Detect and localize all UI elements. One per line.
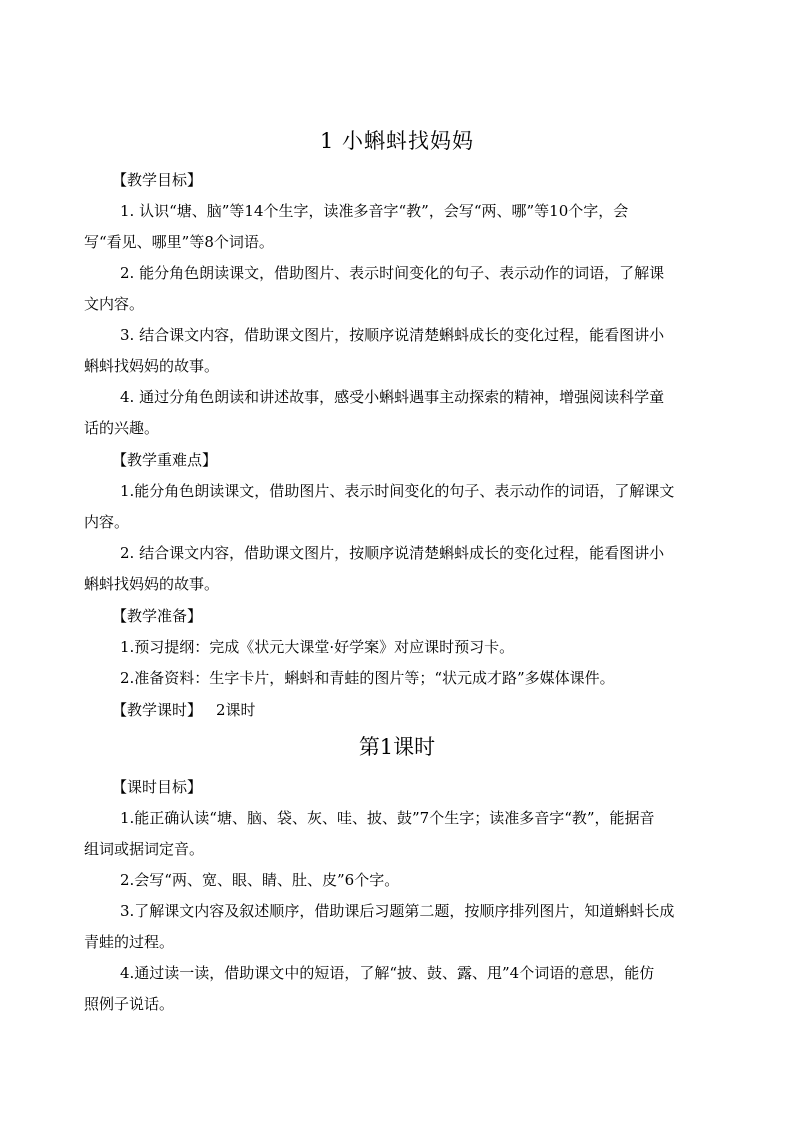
key-point-item-cont — [84, 507, 718, 538]
text-line: 3.了解课文内容及叙述顺序，借助课后习题第二题，按顺序排列图片，知道蝌蚪长成 — [120, 902, 675, 920]
text-line: 蝌蚪找妈妈的故事。 — [84, 357, 220, 375]
lesson-objective-item — [84, 896, 718, 927]
text-line: 蝌蚪找妈妈的故事。 — [84, 575, 220, 593]
text-line: 4.通过读一读，借助课文中的短语，了解“披、鼓、露、甩”4个词语的意思，能仿 — [120, 964, 655, 982]
text-line: 1.能正确认读“塘、脑、袋、灰、哇、披、鼓”7个生字；读准多音字“教”，能据音 — [120, 809, 655, 827]
text-line: 2.准备资料：生字卡片，蝌蚪和青蛙的图片等；“状元成才路”多媒体课件。 — [120, 669, 615, 687]
text-line: 内容。 — [84, 513, 130, 531]
section-heading-objectives: 【教学目标】 — [112, 171, 203, 189]
lesson-title: 第1课时 — [358, 735, 436, 759]
text-line: 文内容。 — [84, 295, 145, 313]
objective-item — [84, 320, 718, 351]
lesson-objective-item-cont — [84, 834, 718, 865]
text-line: 照例子说话。 — [84, 995, 175, 1013]
lesson-objective-item — [84, 803, 718, 834]
class-hours-row — [112, 699, 256, 721]
section-heading-key-points: 【教学重难点】 — [112, 451, 218, 469]
lesson-objective-item-cont — [84, 927, 718, 958]
objective-item-cont — [84, 227, 718, 258]
preparation-item — [84, 632, 718, 663]
text-line: 2. 能分角色朗读课文，借助图片、表示时间变化的句子、表示动作的词语，了解课 — [120, 264, 665, 282]
key-point-item — [84, 538, 718, 569]
text-line: 4. 通过分角色朗读和讲述故事，感受小蝌蚪遇事主动探索的精神，增强阅读科学童 — [120, 388, 665, 406]
objective-item — [84, 258, 718, 289]
text-line: 写“看见、哪里”等8个词语。 — [84, 233, 274, 251]
document-title: 1 小蝌蚪找妈妈 — [319, 129, 475, 153]
objective-item-cont — [84, 413, 718, 444]
objective-item-cont — [84, 289, 718, 320]
text-line: 1.预习提纲：完成《状元大课堂·好学案》对应课时预习卡。 — [120, 638, 515, 656]
text-line: 3. 结合课文内容，借助课文图片，按顺序说清楚蝌蚪成长的变化过程，能看图讲小 — [120, 326, 665, 344]
section-heading-lesson-objectives: 【课时目标】 — [112, 778, 203, 796]
section-heading-preparation: 【教学准备】 — [112, 607, 203, 625]
text-line: 1. 认识“塘、脑”等14个生字，读准多音字“教”，会写“两、哪”等10个字，会 — [120, 202, 629, 220]
objective-item — [84, 196, 718, 227]
text-line: 2.会写“两、宽、眼、睛、肚、皮”6个字。 — [120, 871, 400, 889]
lesson-objective-item — [84, 865, 718, 896]
text-line: 组词或据词定音。 — [84, 840, 205, 858]
key-point-item-cont — [84, 569, 718, 600]
text-line: 话的兴趣。 — [84, 419, 160, 437]
text-line: 青蛙的过程。 — [84, 933, 175, 951]
key-point-item — [84, 476, 718, 507]
lesson-objective-item — [84, 958, 718, 989]
class-hours-value: 2课时 — [216, 701, 256, 719]
section-heading-class-hours: 【教学课时】 — [112, 701, 203, 719]
lesson-objective-item-cont — [84, 989, 718, 1020]
text-line: 2. 结合课文内容，借助课文图片，按顺序说清楚蝌蚪成长的变化过程，能看图讲小 — [120, 544, 665, 562]
text-line: 1.能分角色朗读课文，借助图片、表示时间变化的句子、表示动作的词语，了解课文 — [120, 482, 675, 500]
objective-item — [84, 382, 718, 413]
objective-item-cont — [84, 351, 718, 382]
preparation-item — [84, 663, 718, 694]
